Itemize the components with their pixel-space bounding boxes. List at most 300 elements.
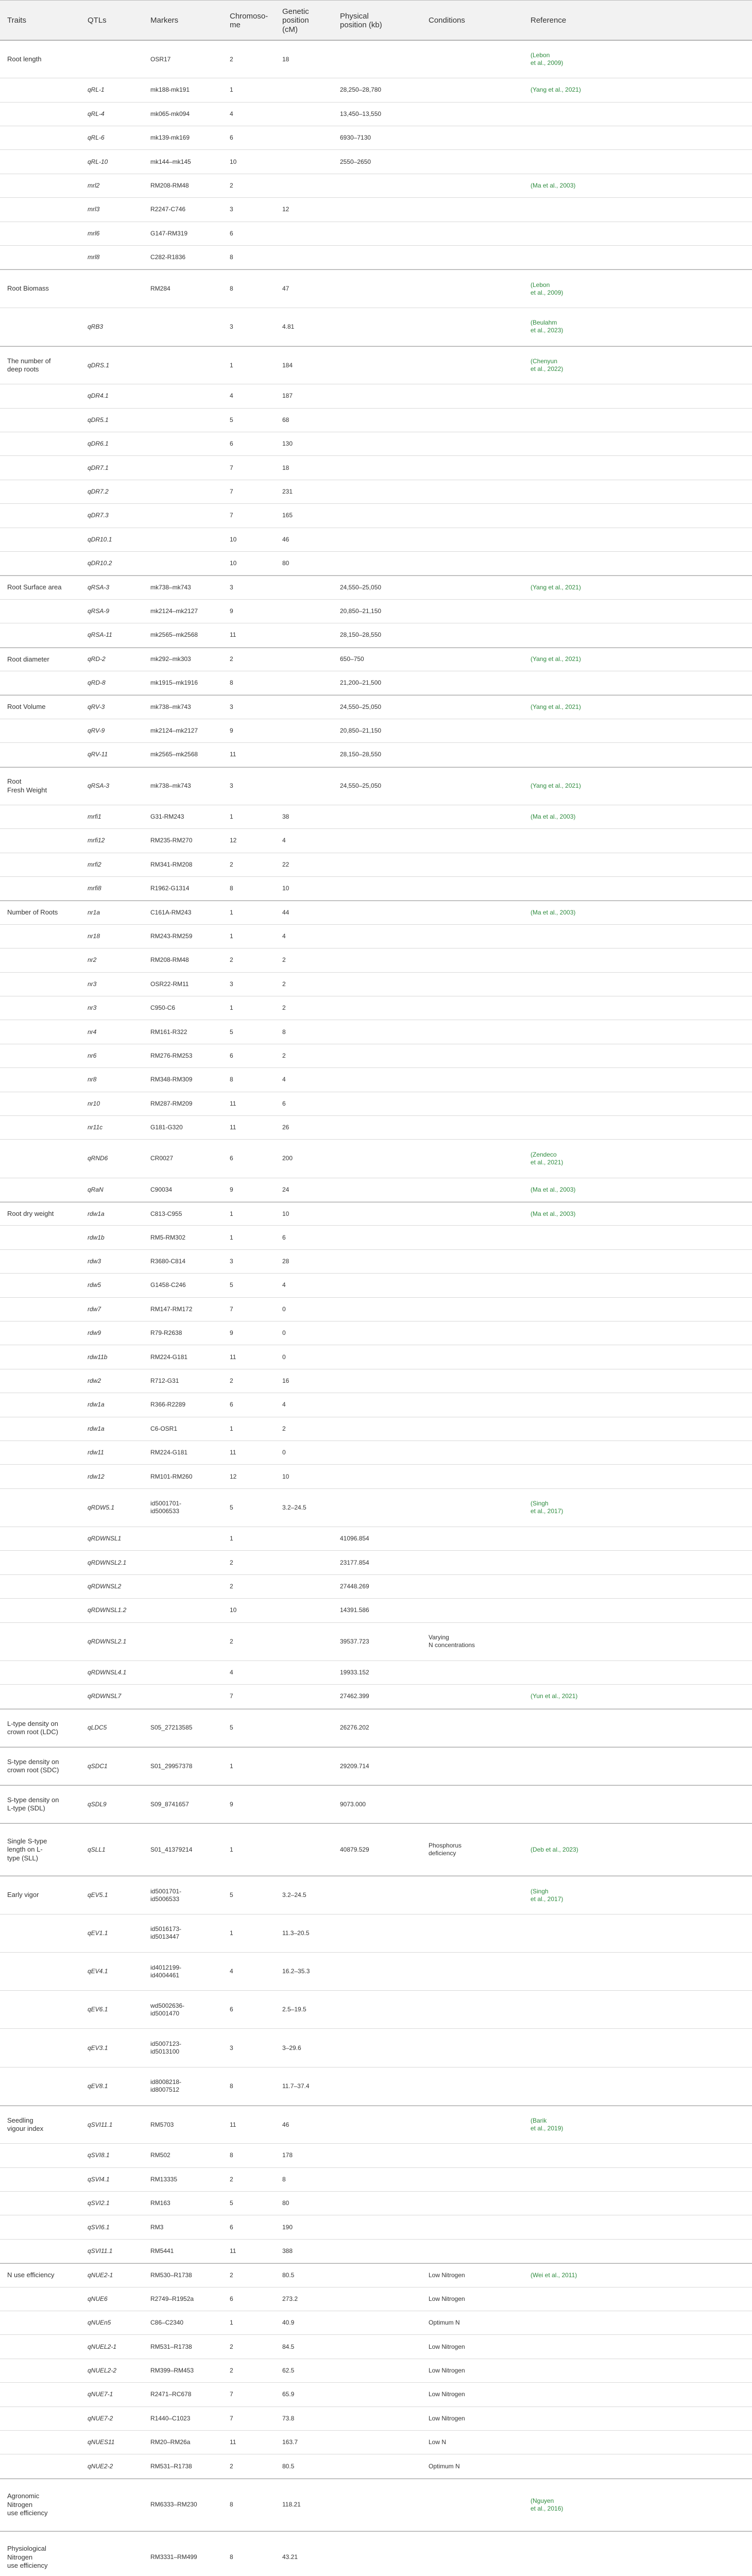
- reference-cell[interactable]: (Beulahm et al., 2023): [531, 319, 563, 334]
- chromosome-cell: 8: [230, 285, 233, 293]
- qtl-cell: qNUEL2-2: [88, 2366, 117, 2374]
- table-row: [0, 695, 752, 719]
- reference-cell[interactable]: (Wei et al., 2011): [531, 2271, 577, 2279]
- reference-cell[interactable]: (Zendeco et al., 2021): [531, 1150, 563, 1166]
- table-row: [0, 623, 752, 647]
- reference-cell: [531, 1441, 587, 1464]
- physical-position-cell: 9073.000: [340, 1800, 366, 1808]
- physical-position-cell: [340, 2287, 417, 2311]
- reference-cell[interactable]: (Singh et al., 2017): [531, 1887, 563, 1903]
- marker-cell: RM208-RM48: [150, 182, 189, 190]
- marker-cell: [150, 480, 218, 503]
- table-row: [0, 2144, 752, 2167]
- conditions-cell: [429, 2168, 490, 2191]
- reference-cell: [531, 456, 587, 479]
- marker-cell: id5001701- id5006533: [150, 1887, 182, 1903]
- marker-cell: [150, 1623, 218, 1660]
- table-row: [0, 2383, 752, 2406]
- genetic-position-cell: 4: [282, 1076, 286, 1083]
- qtl-cell: qRDWNSL4.1: [88, 1669, 127, 1676]
- reference-cell[interactable]: (Lebon et al., 2009): [531, 52, 563, 67]
- trait-cell: [7, 2431, 81, 2454]
- table-row: [0, 1321, 752, 1345]
- reference-cell: [531, 1914, 587, 1952]
- reference-cell: [531, 528, 587, 551]
- qtl-cell: nr2: [88, 956, 97, 964]
- genetic-position-cell: 0: [282, 1353, 286, 1361]
- trait-cell: [7, 1068, 81, 1091]
- qtl-cell: rdw3: [88, 1258, 101, 1265]
- chromosome-cell: 2: [230, 1377, 233, 1384]
- chromosome-cell: 11: [230, 2121, 236, 2128]
- chromosome-cell: 4: [230, 1968, 233, 1975]
- marker-cell: mk2124–mk2127: [150, 726, 198, 734]
- marker-cell: RM276-RM253: [150, 1052, 193, 1059]
- reference-cell: [531, 996, 587, 1020]
- trait-cell: [7, 2311, 81, 2334]
- marker-cell: C161A-RM243: [150, 909, 192, 917]
- qtl-cell: qSDL9: [88, 1800, 107, 1808]
- chromosome-cell: 5: [230, 1028, 233, 1036]
- conditions-cell: [429, 696, 490, 718]
- physical-position-cell: [340, 2240, 417, 2263]
- reference-cell[interactable]: (Ma et al., 2003): [531, 1185, 576, 1193]
- conditions-cell: [429, 1527, 490, 1550]
- qtl-cell: qDR10.2: [88, 560, 112, 567]
- chromosome-cell: 3: [230, 584, 233, 591]
- marker-cell: mk2124–mk2127: [150, 607, 198, 615]
- table-row: [0, 805, 752, 829]
- trait-cell: [7, 948, 81, 972]
- physical-position-cell: 40879.529: [340, 1845, 369, 1853]
- conditions-cell: [429, 1274, 490, 1297]
- genetic-position-cell: 38: [282, 812, 289, 820]
- reference-cell: [531, 2311, 587, 2334]
- reference-cell: [531, 2287, 587, 2311]
- marker-cell: R1440–C1023: [150, 2414, 191, 2422]
- qtl-cell: qNUE2-1: [88, 2271, 113, 2279]
- conditions-cell: [429, 2029, 490, 2066]
- qtl-cell: qEV3.1: [88, 2044, 108, 2052]
- trait-cell: [7, 996, 81, 1020]
- table-row: [0, 174, 752, 198]
- genetic-position-cell: 47: [282, 285, 289, 293]
- conditions-cell: [429, 996, 490, 1020]
- conditions-cell: [429, 1250, 490, 1273]
- trait-cell: Root diameter: [7, 655, 49, 663]
- marker-cell: mk738–mk743: [150, 782, 191, 790]
- qtl-cell: qRD-2: [88, 655, 106, 663]
- genetic-position-cell: [282, 1575, 330, 1598]
- reference-cell[interactable]: (Yang et al., 2021): [531, 703, 581, 711]
- trait-cell: [7, 174, 81, 197]
- chromosome-cell: 7: [230, 1305, 233, 1313]
- reference-cell: [531, 2431, 587, 2454]
- trait-cell: [7, 2240, 81, 2263]
- reference-cell: [531, 2454, 587, 2478]
- table-row: [0, 853, 752, 877]
- physical-position-cell: [340, 384, 417, 408]
- genetic-position-cell: [282, 576, 330, 599]
- table-row: [0, 1823, 752, 1876]
- conditions-cell: [429, 829, 490, 852]
- marker-cell: id5007123- id5013100: [150, 2040, 182, 2056]
- chromosome-cell: 8: [230, 1076, 233, 1083]
- trait-cell: [7, 2144, 81, 2167]
- table-row: [0, 2029, 752, 2067]
- marker-cell: C90034: [150, 1185, 173, 1193]
- reference-cell[interactable]: (Yun et al., 2021): [531, 1692, 578, 1700]
- conditions-cell: [429, 1991, 490, 2028]
- physical-position-cell: 39537.723: [340, 1637, 369, 1645]
- reference-cell[interactable]: (Chenyun et al., 2022): [531, 358, 563, 373]
- genetic-position-cell: 4: [282, 837, 286, 844]
- physical-position-cell: [340, 1178, 417, 1201]
- reference-cell: [531, 973, 587, 996]
- conditions-cell: Optimum N: [429, 2319, 460, 2327]
- chromosome-cell: 11: [230, 1124, 236, 1131]
- qtl-cell: rdw11b: [88, 1353, 108, 1361]
- qtl-cell: mrl3: [88, 206, 100, 213]
- trait-cell: [7, 1393, 81, 1416]
- physical-position-cell: [340, 1321, 417, 1345]
- conditions-cell: [429, 1393, 490, 1416]
- physical-position-cell: [340, 853, 417, 876]
- marker-cell: mk139-mk169: [150, 134, 190, 142]
- reference-cell[interactable]: (Deb et al., 2023): [531, 1845, 578, 1853]
- genetic-position-cell: 6: [282, 1099, 286, 1107]
- reference-cell: [531, 2215, 587, 2239]
- table-row: [0, 2287, 752, 2311]
- table-row: [0, 1489, 752, 1527]
- conditions-cell: [429, 1298, 490, 1321]
- reference-cell: [531, 2532, 587, 2576]
- chromosome-cell: 4: [230, 110, 233, 117]
- reference-cell[interactable]: (Yang et al., 2021): [531, 584, 581, 591]
- table-row: [0, 2431, 752, 2454]
- qtl-cell: qRND6: [88, 1155, 108, 1162]
- reference-cell: [531, 1786, 587, 1823]
- qtl-cell: qEV4.1: [88, 1968, 108, 1975]
- physical-position-cell: 29209.714: [340, 1762, 369, 1770]
- table-row: [0, 384, 752, 408]
- table-row: [0, 2407, 752, 2431]
- genetic-position-cell: 46: [282, 2121, 289, 2128]
- genetic-position-cell: [282, 1786, 330, 1823]
- genetic-position-cell: 4: [282, 932, 286, 940]
- table-row: [0, 308, 752, 346]
- genetic-position-cell: 80: [282, 560, 289, 567]
- conditions-cell: Low Nitrogen: [429, 2391, 465, 2398]
- trait-cell: [7, 1623, 81, 1660]
- qtl-cell: qRV-3: [88, 703, 105, 711]
- qtl-cell: nr3: [88, 980, 97, 988]
- genetic-position-cell: 46: [282, 535, 289, 543]
- trait-cell: [7, 1178, 81, 1201]
- physical-position-cell: [340, 2431, 417, 2454]
- physical-position-cell: [340, 2532, 417, 2576]
- table-row: [0, 1991, 752, 2029]
- genetic-position-cell: [282, 1527, 330, 1550]
- marker-cell: C6-OSR1: [150, 1425, 178, 1432]
- reference-cell[interactable]: (Yang et al., 2021): [531, 86, 581, 94]
- reference-cell[interactable]: (Lebon et al., 2009): [531, 281, 563, 296]
- qtl-cell: qRL-6: [88, 134, 105, 142]
- conditions-cell: [429, 948, 490, 972]
- genetic-position-cell: 10: [282, 1210, 289, 1217]
- chromosome-cell: 6: [230, 134, 233, 142]
- conditions-cell: [429, 768, 490, 805]
- marker-cell: CR0027: [150, 1155, 174, 1162]
- table-row: [0, 901, 752, 924]
- physical-position-cell: [340, 1914, 417, 1952]
- qtl-cell: qEV8.1: [88, 2082, 108, 2090]
- marker-cell: [150, 384, 218, 408]
- chromosome-cell: 2: [230, 956, 233, 964]
- table-row: [0, 2454, 752, 2478]
- marker-cell: RM530–R1738: [150, 2271, 192, 2279]
- qtl-cell: qEV6.1: [88, 2006, 108, 2013]
- chromosome-cell: 11: [230, 2438, 236, 2446]
- reference-cell: [531, 1274, 587, 1297]
- chromosome-cell: 1: [230, 1425, 233, 1432]
- trait-cell: Seedling vigour index: [7, 2116, 44, 2133]
- reference-cell[interactable]: (Yang et al., 2021): [531, 655, 581, 663]
- table-row: [0, 1274, 752, 1297]
- header-markers: Markers: [150, 16, 179, 25]
- chromosome-cell: 4: [230, 392, 233, 400]
- table-row: [0, 2311, 752, 2335]
- qtl-cell: rdw1a: [88, 1210, 105, 1217]
- chromosome-cell: 8: [230, 2501, 233, 2509]
- physical-position-cell: [340, 41, 417, 78]
- reference-cell[interactable]: (Yang et al., 2021): [531, 782, 581, 790]
- chromosome-cell: 7: [230, 2414, 233, 2422]
- physical-position-cell: [340, 174, 417, 197]
- conditions-cell: [429, 1786, 490, 1823]
- qtl-cell: qNUES11: [88, 2438, 115, 2446]
- qtl-cell: qSVI8.1: [88, 2151, 110, 2159]
- table-row: [0, 1575, 752, 1599]
- table-row: [0, 2192, 752, 2215]
- reference-cell[interactable]: (Ma et al., 2003): [531, 1210, 576, 1217]
- conditions-cell: [429, 2067, 490, 2105]
- genetic-position-cell: [282, 1748, 330, 1785]
- qtl-cell: qNUEL2-1: [88, 2343, 117, 2350]
- genetic-position-cell: 8: [282, 1028, 286, 1036]
- conditions-cell: [429, 1178, 490, 1201]
- qtl-cell: qRDWNSL1.2: [88, 1606, 127, 1614]
- physical-position-cell: [340, 2479, 417, 2531]
- marker-cell: id4012199- id4004461: [150, 1963, 182, 1979]
- chromosome-cell: 1: [230, 1762, 233, 1770]
- marker-cell: RM147-RM172: [150, 1305, 193, 1313]
- qtl-cell: qNUE6: [88, 2295, 108, 2302]
- qtl-cell: qRB3: [88, 323, 104, 330]
- genetic-position-cell: 6: [282, 1233, 286, 1241]
- physical-position-cell: [340, 1953, 417, 1990]
- physical-position-cell: [340, 925, 417, 948]
- marker-cell: RM5703: [150, 2121, 174, 2128]
- genetic-position-cell: [282, 719, 330, 742]
- physical-position-cell: [340, 1140, 417, 1177]
- physical-position-cell: [340, 2215, 417, 2239]
- genetic-position-cell: [282, 1709, 330, 1747]
- trait-cell: [7, 456, 81, 479]
- trait-cell: [7, 743, 81, 766]
- table-row: [0, 1527, 752, 1551]
- conditions-cell: [429, 528, 490, 551]
- reference-cell: [531, 1321, 587, 1345]
- table-row: [0, 504, 752, 528]
- trait-cell: [7, 1551, 81, 1574]
- qtl-cell: qDRS.1: [88, 361, 110, 369]
- physical-position-cell: [340, 2454, 417, 2478]
- marker-cell: C950-C6: [150, 1004, 176, 1012]
- physical-position-cell: [340, 1393, 417, 1416]
- chromosome-cell: 3: [230, 980, 233, 988]
- physical-position-cell: [340, 347, 417, 384]
- physical-position-cell: [340, 2106, 417, 2143]
- physical-position-cell: [340, 2407, 417, 2430]
- qtl-cell: rdw12: [88, 1472, 105, 1480]
- reference-cell: [531, 1345, 587, 1368]
- conditions-cell: [429, 1661, 490, 1684]
- reference-cell[interactable]: (Barik et al., 2019): [531, 2117, 563, 2132]
- marker-cell: RM284: [150, 285, 170, 293]
- marker-cell: wd5002636- id5001470: [150, 2002, 185, 2017]
- reference-cell: [531, 1020, 587, 1043]
- genetic-position-cell: 10: [282, 885, 289, 892]
- conditions-cell: [429, 174, 490, 197]
- marker-cell: R2247-C746: [150, 206, 186, 213]
- chromosome-cell: 7: [230, 2391, 233, 2398]
- qtl-cell: qNUEn5: [88, 2319, 111, 2327]
- marker-cell: [150, 1527, 218, 1550]
- marker-cell: C86–C2340: [150, 2319, 184, 2327]
- table-row: [0, 1298, 752, 1321]
- chromosome-cell: 9: [230, 726, 233, 734]
- qtl-cell: qSVI11.1: [88, 2121, 113, 2128]
- reference-cell: [531, 504, 587, 527]
- marker-cell: mk144–mk145: [150, 158, 191, 165]
- genetic-position-cell: 388: [282, 2247, 293, 2255]
- conditions-cell: [429, 1465, 490, 1488]
- reference-cell[interactable]: (Ma et al., 2003): [531, 182, 576, 190]
- conditions-cell: [429, 1441, 490, 1464]
- reference-cell: [531, 1527, 587, 1550]
- physical-position-cell: [340, 409, 417, 432]
- genetic-position-cell: [282, 743, 330, 766]
- physical-position-cell: [340, 2383, 417, 2406]
- genetic-position-cell: 2.5–19.5: [282, 2006, 306, 2013]
- table-row: [0, 1709, 752, 1747]
- marker-cell: OSR22-RM11: [150, 980, 189, 988]
- physical-position-cell: [340, 901, 417, 924]
- trait-cell: [7, 973, 81, 996]
- chromosome-cell: 8: [230, 885, 233, 892]
- physical-position-cell: [340, 2359, 417, 2382]
- marker-cell: RM208-RM48: [150, 956, 189, 964]
- qtl-cell: qRDW5.1: [88, 1503, 115, 1511]
- table-row: [0, 829, 752, 853]
- marker-cell: [150, 1575, 218, 1598]
- genetic-position-cell: 11.7–37.4: [282, 2082, 310, 2090]
- header-reference: Reference: [531, 16, 567, 25]
- physical-position-cell: 27462.399: [340, 1692, 369, 1700]
- chromosome-cell: 5: [230, 1281, 233, 1289]
- reference-cell[interactable]: (Ma et al., 2003): [531, 812, 576, 820]
- qtl-cell: qRSA-3: [88, 584, 110, 591]
- conditions-cell: [429, 103, 490, 126]
- chromosome-cell: 5: [230, 2199, 233, 2207]
- genetic-position-cell: [282, 696, 330, 718]
- chromosome-cell: 2: [230, 182, 233, 190]
- reference-cell: [531, 1991, 587, 2028]
- table-row: [0, 2106, 752, 2144]
- physical-position-cell: [340, 2029, 417, 2066]
- conditions-cell: [429, 2192, 490, 2215]
- genetic-position-cell: 24: [282, 1185, 289, 1193]
- genetic-position-cell: [282, 78, 330, 101]
- reference-cell: [531, 1369, 587, 1393]
- chromosome-cell: 6: [230, 2006, 233, 2013]
- qtl-cell: rdw1b: [88, 1233, 105, 1241]
- table-row: [0, 40, 752, 78]
- reference-cell[interactable]: (Nguyen et al., 2016): [531, 2497, 563, 2512]
- genetic-position-cell: 80.5: [282, 2462, 295, 2470]
- genetic-position-cell: 4: [282, 1401, 286, 1409]
- table-row: [0, 528, 752, 552]
- conditions-cell: [429, 648, 490, 671]
- physical-position-cell: [340, 2335, 417, 2358]
- table-row: [0, 1599, 752, 1622]
- conditions-cell: [429, 1748, 490, 1785]
- marker-cell: C282-R1836: [150, 253, 186, 261]
- reference-cell: [531, 600, 587, 623]
- physical-position-cell: [340, 1226, 417, 1249]
- qtl-cell: qSVI6.1: [88, 2223, 110, 2231]
- reference-cell[interactable]: (Singh et al., 2017): [531, 1500, 563, 1515]
- table-row: [0, 575, 752, 599]
- reference-cell: [531, 2335, 587, 2358]
- chromosome-cell: 8: [230, 679, 233, 687]
- reference-cell: [531, 1623, 587, 1660]
- reference-cell: [531, 1953, 587, 1990]
- table-row: [0, 1914, 752, 1953]
- qtl-cell: qRD-8: [88, 679, 106, 687]
- genetic-position-cell: 0: [282, 1329, 286, 1337]
- trait-cell: [7, 78, 81, 101]
- marker-cell: G31-RM243: [150, 812, 184, 820]
- chromosome-cell: 7: [230, 1692, 233, 1700]
- genetic-position-cell: [282, 246, 330, 269]
- reference-cell: [531, 2240, 587, 2263]
- genetic-position-cell: 4: [282, 1281, 286, 1289]
- table-row: [0, 150, 752, 174]
- reference-cell: [531, 1551, 587, 1574]
- qtl-cell: nr10: [88, 1099, 100, 1107]
- chromosome-cell: 10: [230, 560, 237, 567]
- marker-cell: [150, 504, 218, 527]
- trait-cell: N use efficiency: [7, 2271, 55, 2279]
- chromosome-cell: 2: [230, 860, 233, 868]
- marker-cell: [150, 1685, 218, 1708]
- genetic-position-cell: 18: [282, 464, 289, 471]
- genetic-position-cell: 118.21: [282, 2501, 301, 2509]
- conditions-cell: Low N: [429, 2438, 447, 2446]
- reference-cell[interactable]: (Ma et al., 2003): [531, 909, 576, 917]
